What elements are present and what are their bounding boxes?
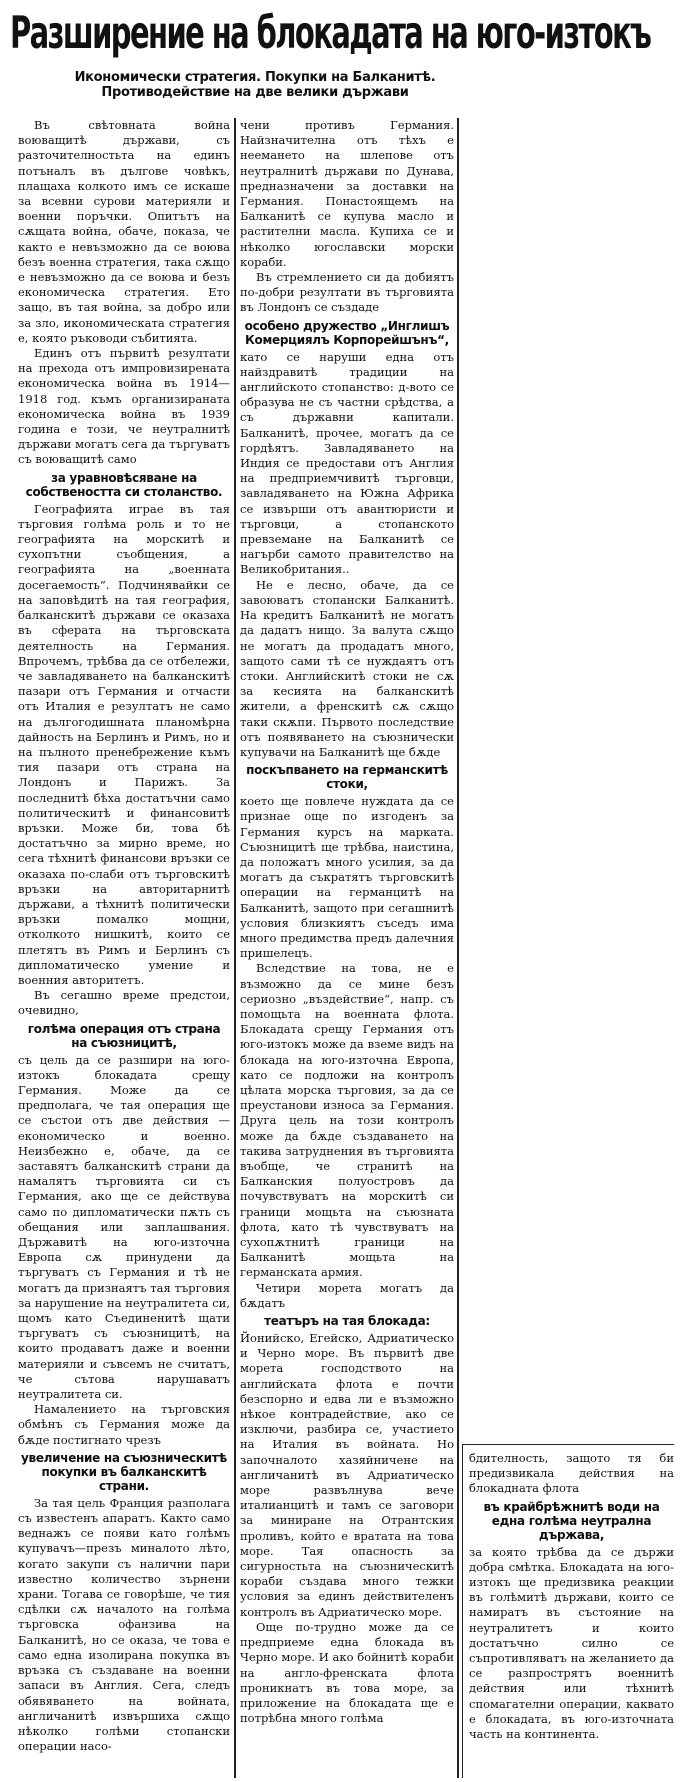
paragraph: Въ сегашно време предстои, очевидно, xyxy=(18,988,230,1018)
inline-subheading: голѣма операция отъ страна на съюзницитѣ, xyxy=(27,1021,221,1050)
inline-subheading: театъръ на тая блокада: xyxy=(264,1314,430,1329)
inline-subheading: поскъпването на германскитѣ стоки, xyxy=(246,763,448,792)
inline-subheading: въ крайбрѣжнитѣ води на една голѣма неутрална държава, xyxy=(483,1499,660,1542)
paragraph: за която трѣбва да се държи добра смѣтка. Блокадата на юго-изтокъ ще предизвика реакции въ голѣмитѣ държави, които се намиратъ въ състояние на неутралитетъ и които достатъчно силно се съпротивляватъ на желанието да се разпрострятъ военнитѣ действия или тѣхнитѣ спомагателни операции, каквато е блокадата, въ юго-източната часть на континента. xyxy=(469,1544,674,1742)
paragraph: Не е лесно, обаче, да се завоюватъ стопански Балканитѣ. На кредитъ Балканитѣ не могатъ да дадатъ нищо. За валута сѫщо не могатъ да продадатъ много, защото сами тѣ се нуждаятъ отъ стоки. Английскитѣ стоки не сѫ за кесията на балканскитѣ жители, а френскитѣ сѫ сѫщо таки скѫпи. Първото последствие отъ появяването на съюзнически купувачи на Балканитѣ ще бѫде xyxy=(240,577,454,759)
paragraph: като се наруши една отъ найздравитѣ традиции на английското стопанство: д-вото се образува не съ частни срѣдства, а съ държавни капитали. Балканитѣ, прочее, могатъ да се гордѣятъ. Завладяването на Индия се предостави отъ Англия на предприемчивитѣ търговци, завладяването на Южна Африка се извърши отъ авантюристи и търговци, а стопанското превземане на Балканитѣ се нагърби самото правителство на Великобритания.. xyxy=(240,349,454,577)
paragraph: Още по-трудно може да се предприеме една блокада въ Черно море. И ако бойнитѣ кораби на англо-френската флота проникнатъ въ това море, за приложение на блокадата ще е потрѣбна много голѣма xyxy=(240,1619,454,1726)
paragraph: което ще повлече нуждата да се признае още по изгоденъ за Германия курсъ на марката. Съюзницитѣ ще трѣбва, наистина, да положатъ много усилия, за да могатъ да съкратятъ търговскитѣ операции на германцитѣ на Балканитѣ, защото при сегашнитѣ условия близкиятъ съседъ има много предимства предъ далечния пришелецъ. xyxy=(240,794,454,961)
inline-subheading: увеличение на съюзническитѣ покупки въ балканскитѣ страни. xyxy=(21,1450,227,1493)
paragraph: Въ стремлението си да добиятъ по-добри резултати въ търговията въ Лондонъ се създаде xyxy=(240,270,454,315)
article-column-3 xyxy=(462,1444,674,1778)
paragraph: Географията играе въ тая търговия голѣма роль и то не географията на морскитѣ и сухопътни съобщения, а географията на „военната досегаемость“. Подчинявайки се на заповѣдитѣ на тая география, балканскитѣ държави се оказаха въ сферата на търговската деятелность на Германия. Впрочемъ, трѣбва да се отбележи, че завладяването на балканскитѣ пазари отъ Германия и отчасти отъ Италия е резултатъ не само на дългогодишната планомѣрна дайность на Берлинъ и Римъ, но и на пълното пренебрежение къмъ тия пазари отъ страна на Лондонъ и Парижъ. За последнитѣ бѣха достатъчни само политическитѣ и финансовитѣ връзки. Може би, това бѣ достатъчно за мирно време, но сега тѣхнитѣ финансови връзки се оказаха по-слаби отъ търговскитѣ връзки на авторитарнитѣ държави, а тѣхнитѣ политически връзки помалко мощни, отколкото нишкитѣ, които се плетятъ въ Римъ и Берлинъ съ дипломатическо умение и военния авторитетъ. xyxy=(18,501,230,987)
paragraph: Въ свѣтовната война воюващитѣ държави, съ разточителностьта на единъ потъналъ въ дългове човѣкъ, плащаха колкото имъ се искаше за всевни сурови материяли и военни поръчки. Опитътъ на сѫщата война, обаче, показа, че както е невъзможно да се воюва безъ военна стратегия, така сѫщо е невъзможно да се воюва и безъ економическа стратегия. Ето защо, въ тая война, за добро или за зло, икономическата стратегия е, която ръководи събитията. xyxy=(18,118,230,345)
column-divider-left xyxy=(234,118,236,1778)
column-divider-right xyxy=(457,118,459,1778)
article-column-2 xyxy=(240,118,454,1778)
paragraph: Единъ отъ първитѣ резултати на прехода отъ импровизирената економическа война въ 1914—1918 год. къмъ организираната економическа война въ 1939 година е този, че неутралнитѣ държави могатъ сега да търгуватъ съ воюващитѣ само xyxy=(18,346,230,467)
inline-subheading: особено дружество „Инглишъ Комерциялъ Корпорейшънъ“, xyxy=(244,318,450,347)
article-column-1 xyxy=(18,118,230,1778)
article-headline: Разширение на блокадата на юго-изтокъ xyxy=(10,6,651,59)
paragraph: Вследствие на това, не е възможно да се мине безъ сериозно „въздействие“, напр. съ помощьта на военната флота. Блокадата срещу Германия отъ юго-изтокъ може да вземе видъ на блокада на юго-източна Европа, като се подложи на контролъ цѣлата морска търговия, за да се преустанови износа за Германия. Друга цель на този контролъ може да бѫде създаването на такива затруднения въ търговията въобще, че странитѣ на Балканския полуостровъ да почувствуватъ на морскитѣ си граници мощьта на съюзната флота, като тѣ чувствуватъ на сухопѫтнитѣ граници на Балканитѣ мощьта на германската армия. xyxy=(240,961,454,1280)
inline-subheading: за уравновѣсяване на собствеността си столанство. xyxy=(25,470,223,499)
article-subheadline: Икономически стратегия. Покупки на Балканитѣ. Противодействие на две велики държави xyxy=(74,70,436,100)
paragraph: бдителность, защото тя би предизвикала действия на блокадната флота xyxy=(469,1451,674,1496)
paragraph: съ цель да се разшири на юго-изтокъ блокадата срещу Германия. Може да се предполага, че тая операция ще се състои отъ две действия — економическо и военно. Неизбежно е, обаче, да се заставятъ балканскитѣ страни да намалятъ търговията си съ Германия, ако ще се действува само по дипломатически пѫть съ обещания или заплашвания. Държавитѣ на юго-източна Европа сѫ принудени да търгуватъ съ Германия и тѣ не могатъ да признаятъ тая търговия за нарушение на неутралитета си, щомъ като Съединенитѣ щати търгуватъ съ съюзницитѣ, на които продаватъ даже и военни материяли и съвсемъ не считатъ, че сътова нарушаватъ неутралитета си. xyxy=(18,1052,230,1402)
paragraph: Йонийско, Егейско, Адриатическо и Черно море. Въ първитѣ две морета господството на английската флота е почти безспорно и едва ли е възможно нѣкое контрадействие, ако се изключи, разбира се, участието на Италия въ войната. Но започналото хазяйничене на англичанитѣ въ Адриатическо море развълнува вече италианцитѣ и тамъ се заговори за миниране на Отрантския проливъ, който е вратата на това море. Тая опасность за сигурностьта на съюзническитѣ кораби създава много тежки условия за единъ действителенъ контролъ въ Адриатическо море. xyxy=(240,1331,454,1619)
paragraph: Намалението на търговския обмѣнъ съ Германия може да бѫде постигнато чрезъ xyxy=(18,1402,230,1447)
paragraph: Четири морета могатъ да бѫдатъ xyxy=(240,1280,454,1310)
paragraph: чени противъ Германия. Найзначителна отъ тѣхъ е неемането на шлепове отъ неутралнитѣ държави по Дунава, предназначени за доставки на Германия. Понастоящемъ на Балканитѣ се купува масло и растителни масла. Купиха се и нѣколко югославски морски кораби. xyxy=(240,118,454,269)
paragraph: За тая цель Франция разполага съ известенъ апаратъ. Както само веднажъ се появи като голѣмъ купувачъ—презъ миналото лѣто, когато закупи съ налични пари известно количество зърнени храни. Тогава се говорѣше, че тия сдѣлки сѫ началото на голѣма търговска офанзива на Балканитѣ, но се оказа, че това е само една изолирана покупка въ връзка съ създаване на военни запаси въ Англия. Сега, следъ обявяването на войната, англичанитѣ извършиха сѫщо нѣколко голѣми стопански операции насо- xyxy=(18,1495,230,1754)
